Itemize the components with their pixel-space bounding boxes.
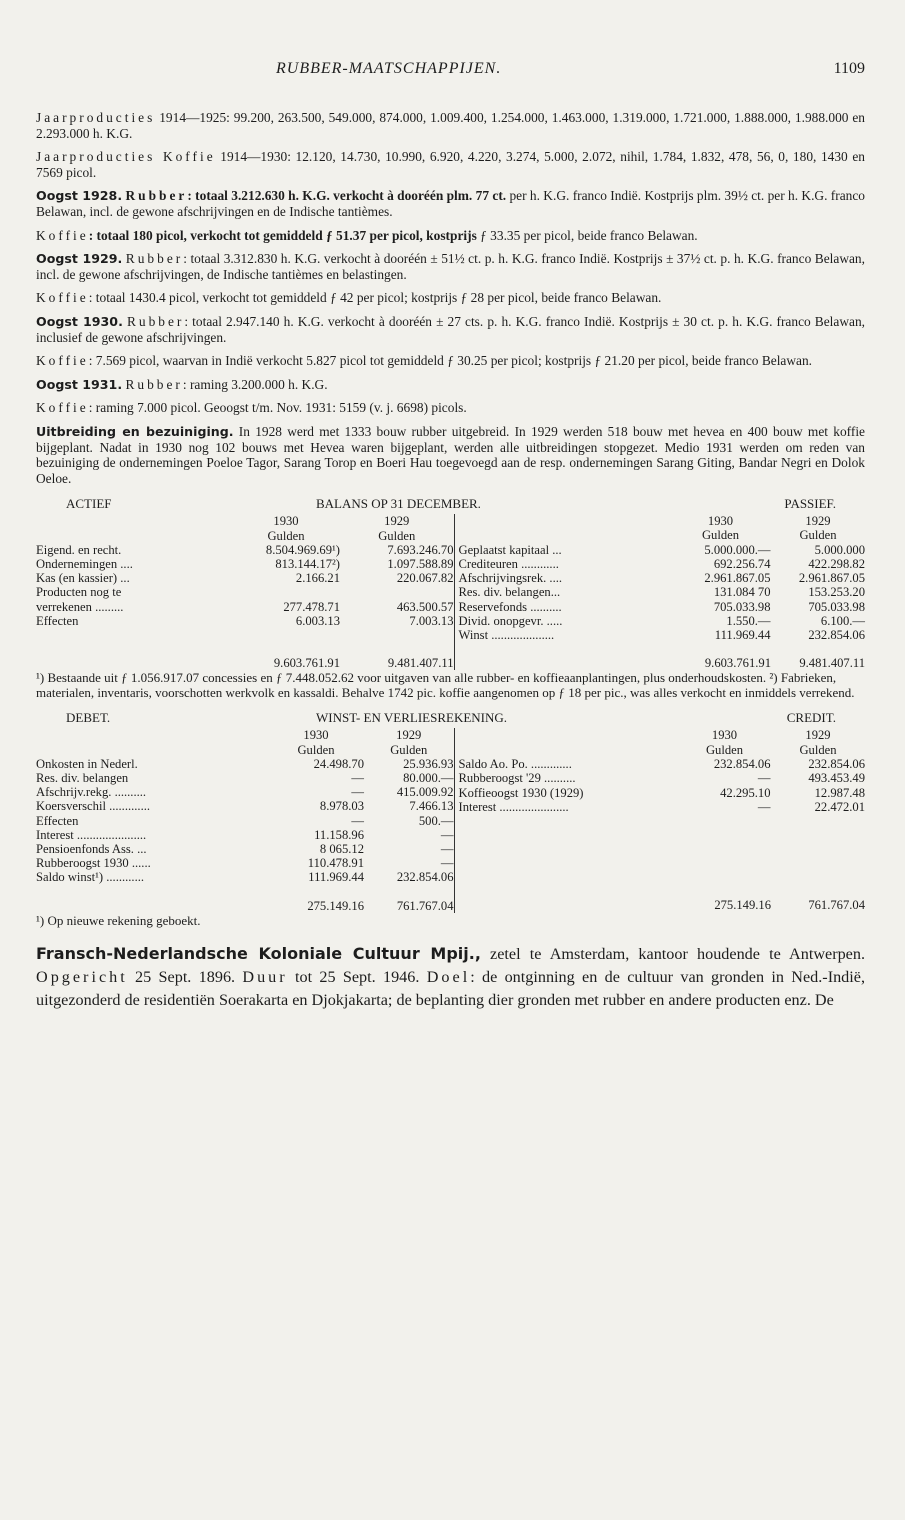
oogst-1928-rubber-rest: per h. K.G. franco Indië. Kostprijs plm. 39½ ct. per h. K.G. franco Belawan, incl. de gewone afschrijvingen en de Indische tantièmes. — [36, 188, 865, 219]
koffie-word: Koffie — [36, 353, 89, 369]
oogst-1929-label: Oogst 1929. — [36, 251, 123, 267]
jaarproducties-koffie-label: Jaarproducties Koffie — [36, 149, 216, 165]
table-row: Afschrijvingsrek. .... 2.961.867.05 2.961.867.05 — [458, 571, 865, 586]
balans-title: BALANS OP 31 DECEMBER. — [316, 496, 481, 512]
oogst-1930-rubber-text: : totaal 2.947.140 h. K.G. verkocht à dooréén ± 27 cts. p. h. K.G. franco Indië. Kostprijs ± 30 ct. p. h. K.G. franco Belawan, inclusief de gewone afschrijvingen. — [36, 313, 865, 345]
jaarproducties-koffie-values: 1914—1930: 12.120, 14.730, 10.990, 6.920, 4.220, 3.274, 5.000, 2.072, nihil, 1.784, 1.832, 478, 56, 0, 180, 1430 en 7569 picol. — [36, 149, 865, 180]
table-row: Producten nog te — [36, 585, 122, 600]
entry-text: 25 Sept. 1896. — [127, 967, 243, 986]
table-row: Saldo winst¹) ............ 111.969.44 232.854.06 — [36, 870, 454, 885]
jaarproducties-rubber-values: 1914—1925: 99.200, 263.500, 549.000, 874.000, 1.009.400, 1.254.000, 1.463.000, 1.319.000, 1.721.000, 1.888.000, 1.988.000 en 2.293.000 h. K.G. — [36, 110, 865, 141]
oogst-1928-rubber — [36, 188, 865, 219]
opgericht-word: Opgericht — [36, 967, 128, 986]
entry-text: zetel te Amsterdam, kantoor houdende te Antwerpen. — [480, 944, 866, 963]
entry-text: : de ontginning en de cultuur van gronden in Ned.-Indië, uitgezonderd de residentiën Soerakarta en Djokjakarta; de beplanting dier gronden met rubber en andere producten enz. De — [36, 967, 865, 1009]
table-row: Pensioenfonds Ass. ... 8 065.12 — — [36, 841, 454, 856]
rubber-word: Rubber — [125, 188, 188, 204]
uitbreiding-label: Uitbreiding en bezuiniging. — [36, 423, 234, 439]
table-row: Res. div. belangen — 80.000.— — [36, 770, 454, 785]
table-row: Crediteuren ............ 692.256.74 422.298.82 — [458, 556, 865, 571]
page-header — [36, 60, 865, 78]
winst-credit-table: 1930 1929 Gulden Gulden Saldo Ao. Po. ............. 232.854.06 232.854.06 Rubberoogst '29 .......... — 493.453.49 Koffieoogst 1930 (1929) 42.295.10 12.987.48 Interest ...................... — 22.472.01 275.149.16 761.767.04 — [454, 728, 866, 912]
oogst-1928-koffie — [36, 228, 865, 244]
uitbreiding-text: In 1928 werd met 1333 bouw rubber uitgebreid. In 1929 werden 518 bouw met hevea en 400 bouw met koffie bijgeplant. Nadat in 1930 nog 102 bouws met Hevea waren bijgeplant, werden alle uitbreidingen stopgezet. Medio 1931 werden om reden van bezuiniging de ondernemingen Poeloe Tagor, Sarang Torop en Boeri Hau toegevoegd aan de resp. ondernemingen Sarang Giting, Bandar Negri en Dolok Oeloe. — [36, 423, 865, 486]
oogst-1931-rubber — [36, 377, 865, 393]
balans-passief-title: PASSIEF. — [784, 496, 836, 512]
oogst-1931-koffie-text: : raming 7.000 picol. Geoogst t/m. Nov. 1931: 5159 (v. j. 6698) picols. — [88, 400, 467, 416]
winst-debet-table: 1930 1929 Gulden Gulden Onkosten in Nederl. 24.498.70 25.936.93 Res. div. belangen — 80.000.— Afschrijv.rekg. .......... — 415.009.92 Koersverschil ............. 8.978.03 7.466.13 Effecten — 500.— Interest ...................... 11.158.96 — Pensioenfonds Ass. ... 8 065.12 — Rubberoogst 1930 ...... 110.478.91 — Saldo winst¹) ............ 111.969.44 232.854.06 275.149.16 761.767.04 — [36, 728, 454, 913]
table-row: Rubberoogst '29 .......... — 493.453.49 — [458, 771, 865, 786]
table-row: Kas (en kassier) ... 2.166.21 220.067.82 — [36, 571, 454, 586]
table-row: Res. div. belangen... 131.084 70 153.253.20 — [458, 585, 865, 600]
balans-total-right: 9.603.761.91 9.481.407.11 — [704, 656, 865, 671]
winst-credit-title: CREDIT. — [786, 710, 836, 726]
year-1929: 1929 — [384, 514, 410, 529]
company-name: Fransch-Nederlandsche Koloniale Cultuur Mpij., — [36, 943, 481, 963]
balans-heading — [36, 496, 865, 512]
table-row: Ondernemingen .... 813.144.17²) 1.097.588.89 — [36, 556, 454, 571]
table-row: Eigend. en recht. 8.504.969.69¹) 7.693.246.70 — [36, 542, 454, 557]
year-1930: 1930 — [273, 514, 299, 529]
winst-total-left: 275.149.16 761.767.04 — [307, 898, 454, 913]
balans-actief-table — [36, 514, 454, 670]
unit-label: Gulden — [378, 528, 416, 543]
winst-total-right: 275.149.16 761.767.04 — [714, 898, 865, 913]
winst-heading — [36, 710, 865, 726]
balans-section — [36, 496, 865, 700]
rubber-word: Rubber — [125, 251, 184, 267]
table-row: Interest ...................... — 22.472.01 — [458, 799, 865, 814]
winst-debet-title: DEBET. — [66, 710, 111, 726]
table-row: Interest ...................... 11.158.96 — — [36, 827, 454, 842]
oogst-1930-koffie — [36, 353, 865, 369]
koffie-word: Koffie — [36, 227, 89, 243]
oogst-1929-rubber — [36, 251, 865, 282]
oogst-1931-rubber-text: : raming 3.200.000 h. K.G. — [182, 376, 328, 392]
winst-section — [36, 710, 865, 927]
oogst-1929-koffie-text: : totaal 1430.4 picol, verkocht tot gemiddeld ƒ 42 per picol; kostprijs ƒ 28 per picol, beide franco Belawan. — [88, 290, 662, 306]
table-row: Effecten 6.003.13 7.003.13 — [36, 613, 454, 628]
winst-footnote: ¹) Op nieuwe rekening geboekt. — [36, 912, 201, 928]
table-row: verrekenen ......... 277.478.71 463.500.57 — [36, 599, 454, 614]
oogst-1928-rubber-bold: : totaal 3.212.630 h. K.G. verkocht à dooréén plm. 77 ct. — [187, 188, 507, 204]
rubber-word: Rubber — [125, 376, 183, 392]
table-row: Winst .................... 111.969.44 232.854.06 — [458, 627, 865, 642]
duur-word: Duur — [242, 967, 288, 986]
fransch-nederlandsche-entry — [36, 942, 865, 1012]
oogst-1929-koffie — [36, 290, 865, 306]
table-row: Rubberoogst 1930 ...... 110.478.91 — — [36, 856, 454, 871]
table-row: Reservefonds .......... 705.033.98 705.033.98 — [458, 599, 865, 614]
page-number: 1109 — [833, 60, 865, 77]
table-row: Afschrijv.rekg. .......... — 415.009.92 — [36, 785, 454, 800]
jaarproducties-label: Jaarproducties — [36, 110, 156, 125]
balans-table — [36, 514, 865, 670]
balans-passief-table: 1930 1929 Gulden Gulden Geplaatst kapitaal ... 5.000.000.— 5.000.000 Crediteuren ............ 692.256.74 422.298.82 Afschrijvingsrek. .... 2.961.867.05 2.961.867.05 Res. div. belangen... 131.084 70 153.253.20 Reservefonds .......... 705.033.98 705.033.98 Divid. onopgevr. ..... 1.550.— 6.100.— Winst .................... 111.969.44 232.854.06 9.603.761.91 9.481.407.11 — [454, 514, 866, 670]
oogst-1930-label: Oogst 1930. — [36, 313, 123, 329]
jaarproducties-rubber — [36, 110, 865, 141]
winst-table — [36, 728, 865, 912]
doel-word: Doel — [426, 967, 471, 986]
oogst-1931-koffie — [36, 400, 865, 416]
table-row: Saldo Ao. Po. ............. 232.854.06 232.854.06 — [458, 756, 865, 771]
jaarproducties-koffie — [36, 149, 865, 180]
table-row: Effecten — 500.— — [36, 813, 454, 828]
table-row: Divid. onopgevr. ..... 1.550.— 6.100.— — [458, 613, 865, 628]
balans-actief-title: ACTIEF — [66, 496, 112, 512]
table-row: Koffieoogst 1930 (1929) 42.295.10 12.987.48 — [458, 785, 865, 800]
koffie-word: Koffie — [36, 400, 89, 416]
table-row: Onkosten in Nederl. 24.498.70 25.936.93 — [36, 756, 454, 771]
oogst-1928-koffie-bold: : totaal 180 picol, verkocht tot gemiddeld ƒ 51.37 per picol, kostprijs — [88, 227, 477, 243]
rubber-word: Rubber — [126, 313, 185, 329]
oogst-1929-rubber-text: : totaal 3.312.830 h. K.G. verkocht à dooréén ± 51½ ct. p. h. K.G. franco Indië. Kostprijs ± 37½ ct. p. h. K.G. franco Belawan, incl. de gewone afschrijvingen, de Indische tantièmes en belastingen. — [36, 251, 865, 282]
oogst-1928-label: Oogst 1928. — [36, 188, 123, 204]
koffie-word: Koffie — [36, 290, 89, 306]
running-title: RUBBER-MAATSCHAPPIJEN. — [276, 60, 502, 77]
balans-footnote: ¹) Bestaande uit ƒ 1.056.917.07 concessies en ƒ 7.448.052.62 voor uitgaven van alle rubber- en koffieaanplantingen, plus onderhoudskosten. ²) Fabrieken, materialen, inventaris, voorschotten werkvolk en kassaldi. Behalve 1742 pic. koffie aangenomen op ƒ 18 per pic., was alles verkocht en inmiddels verrekend. — [36, 670, 855, 701]
entry-text: tot 25 Sept. 1946. — [287, 967, 427, 986]
winst-title: WINST- EN VERLIESREKENING. — [316, 710, 508, 726]
oogst-1930-rubber — [36, 314, 865, 345]
balans-total-left: 9.603.761.91 9.481.407.11 — [273, 656, 454, 671]
oogst-1928-koffie-rest: ƒ 33.35 per picol, beide franco Belawan. — [476, 227, 698, 243]
table-row: Koersverschil ............. 8.978.03 7.466.13 — [36, 799, 454, 814]
oogst-1931-label: Oogst 1931. — [36, 376, 123, 392]
table-row: Geplaatst kapitaal ... 5.000.000.— 5.000.000 — [458, 542, 865, 557]
oogst-1930-koffie-text: : 7.569 picol, waarvan in Indië verkocht 5.827 picol tot gemiddeld ƒ 30.25 per picol; kostprijs ƒ 21.20 per picol, beide franco Belawan. — [88, 353, 813, 369]
unit-label: Gulden — [267, 528, 305, 543]
uitbreiding-paragraph — [36, 424, 865, 486]
